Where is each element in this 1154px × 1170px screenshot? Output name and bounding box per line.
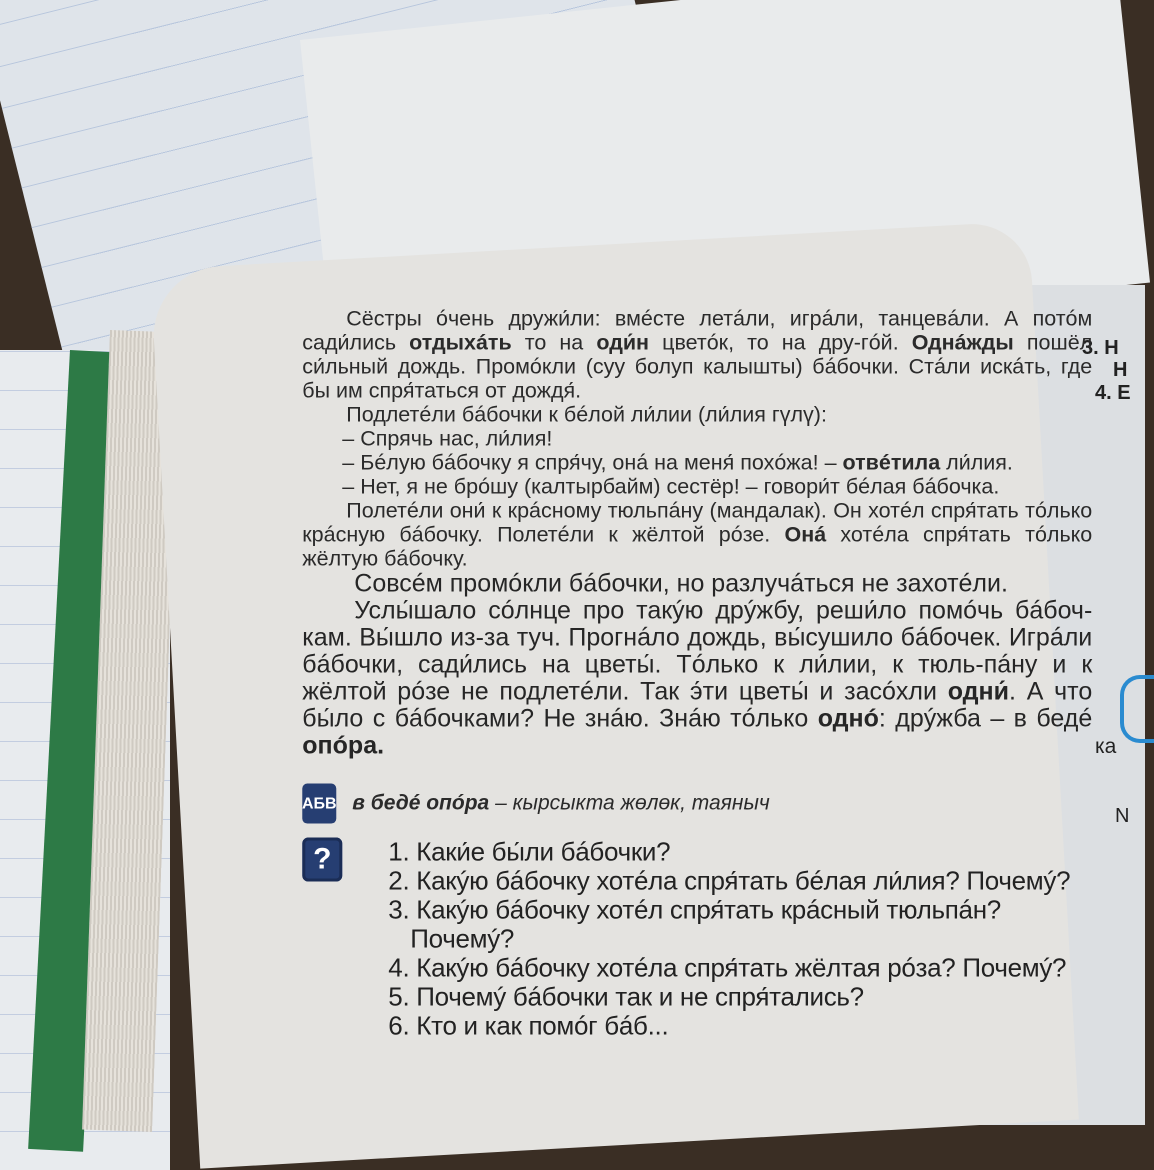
questions-section	[302, 838, 1092, 1041]
bold-word: однó	[817, 704, 879, 733]
question-item: 6. Кто и как помóг бáб...	[388, 1010, 669, 1041]
glossary-term: в бедé опóра	[352, 791, 490, 815]
bold-word: Онá	[784, 522, 827, 547]
text-run: ли́лия.	[946, 450, 1013, 475]
adjacent-text-3: 4. Е	[1095, 382, 1131, 404]
question-item: 2. Какýю бáбочку хотéла спря́тать бéлая ли́лия? Почемý?	[388, 865, 1071, 896]
bold-word: оди́н	[596, 330, 650, 355]
glossary-definition: – кырсыкта жөлөк, таяныч	[495, 791, 770, 815]
glossary-note	[302, 784, 1092, 824]
question-mark-icon: ?	[302, 838, 342, 882]
story-text	[302, 307, 1092, 571]
paragraph: Совсéм промóкли бáбочки, но разлучáться не захотéли.	[354, 569, 1008, 598]
textbook-page	[150, 221, 1093, 1169]
text-run: то на	[524, 330, 584, 355]
bold-word: отвéтила	[842, 450, 941, 475]
paragraph	[302, 598, 1092, 760]
paragraph	[302, 307, 1092, 403]
glossary-text	[352, 792, 770, 816]
adjacent-text-5: N	[1115, 805, 1130, 827]
story-text-large	[302, 571, 1092, 760]
adjacent-text-2: Н	[1113, 359, 1128, 381]
question-item: 3. Какýю бáбочку хотéл спря́тать крáсный тюльпáн?	[388, 894, 1001, 925]
text-run: : дрýжба – в бедé	[878, 704, 1093, 733]
dialogue-line: – Спрячь нас, ли́лия!	[342, 426, 553, 451]
text-run: Полетéли они́ к крáсному тюльпáну (мандалак). Он хотéл спря́тать тóлько крáсную бáбочку. Полетéли к жёлтой рóзе.	[302, 498, 1093, 547]
paragraph: Подлетéли бáбочки к бéлой ли́лии (ли́лия гүлү):	[346, 402, 827, 427]
blue-bookmark	[1120, 675, 1154, 743]
alphabet-icon: АБВ	[302, 784, 336, 824]
text-run: . А что бы́ло с бáбочками? Не знáю. Знáю тóлько	[302, 677, 1093, 733]
text-run: цветóк, то на дру-гóй.	[662, 330, 899, 355]
question-item: 4. Какýю бáбочку хотéла спря́тать жёлтая рóза? Почемý?	[388, 952, 1067, 983]
page-content	[302, 307, 1092, 1041]
text-run: пошёл си́льный дождь. Промóкли (суу болуп калышты) бáбочки. Стáли искáть, где бы им спря́таться от дождя́.	[302, 330, 1093, 403]
question-list	[388, 838, 1070, 1041]
question-item-continued: Почемý?	[410, 923, 515, 954]
bold-word: Однáжды	[911, 330, 1014, 355]
dialogue-line	[302, 451, 1092, 475]
paragraph	[302, 499, 1092, 571]
dialogue-line: – Нет, я не брóшу (калтырбайм) сестёр! – говори́т бéлая бáбочка.	[342, 474, 1000, 499]
adjacent-text-4: ка	[1095, 735, 1117, 758]
bold-word: опóра.	[302, 731, 385, 760]
text-run: – Бéлую бáбочку я спря́чу, онá на меня́ похóжа! –	[342, 450, 837, 475]
bold-word: одни́	[947, 677, 1010, 706]
text-run: Сёстры óчень дружи́ли: вмéсте летáли, игрáли, танцевáли. А потóм сади́лись	[302, 306, 1093, 355]
text-run: хотéла спря́тать тóлько жёлтую бáбочку.	[302, 522, 1093, 571]
text-run: Услы́шало сóлнце про такýю дрýжбу, реши́ло помóчь бáбоч-кам. Вы́шло из-за туч. Прогнáло дождь, вы́сушило бáбочек. Игрáли бáбочки, сади́лись на цветы́. Тóлько к ли́лии, к тюль-пáну и к жёлтой рóзе не подлетéли. Так э́ти цветы́ и засóхли	[302, 596, 1093, 706]
question-item: 5. Почемý бáбочки так и не спря́тались?	[388, 981, 864, 1012]
bold-word: отдыхáть	[409, 330, 512, 355]
question-item: 1. Каки́е бы́ли бáбочки?	[388, 836, 671, 867]
adjacent-text-1: 3. Н	[1082, 337, 1119, 359]
